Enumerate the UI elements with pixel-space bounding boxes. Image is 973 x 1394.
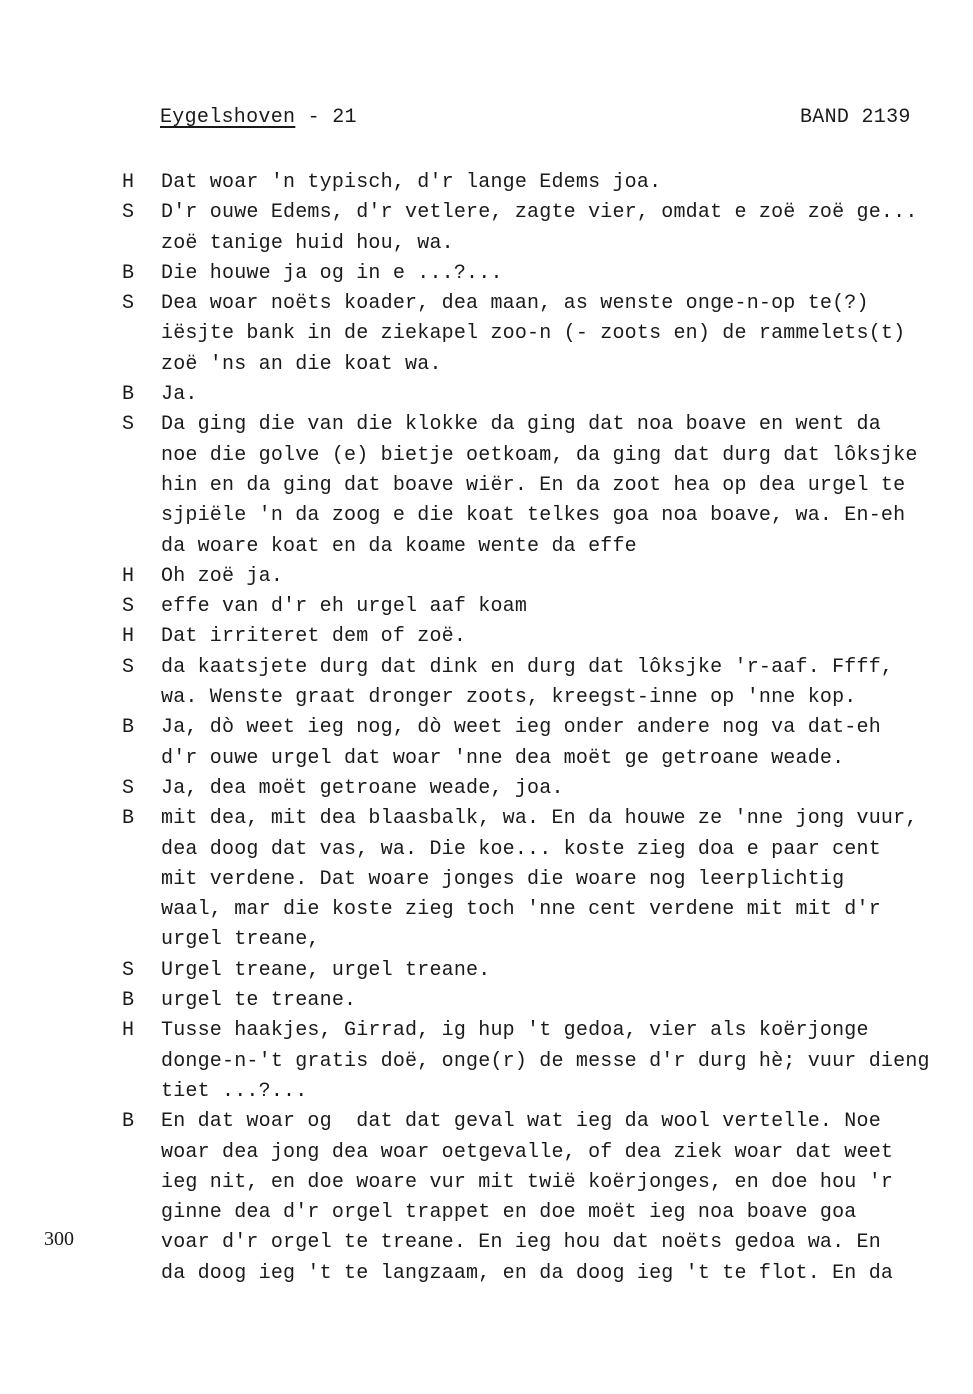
utterance-line: urgel te treane.: [161, 989, 357, 1013]
transcript-entry: [0, 410, 973, 561]
utterance: [161, 713, 973, 774]
utterance-line: ginne dea d'r orgel trappet en doe moët ieg noa boave goa: [161, 1201, 857, 1225]
utterance-line: ieg nit, en doe woare vur mit twië koërjonges, en doe hou 'r: [161, 1170, 894, 1194]
utterance-line: Urgel treane, urgel treane.: [161, 958, 491, 982]
speaker-label: S: [122, 655, 135, 679]
utterance-line: wa. Wenste graat dronger zoots, kreegst-inne op 'nne kop.: [161, 686, 857, 710]
transcript-entry: [0, 956, 973, 986]
utterance-line: iësjte bank in de ziekapel zoo-n (- zoots en) de rammelets(t): [161, 322, 906, 346]
utterance-line: da woare koat en da koame wente da effe: [161, 534, 637, 558]
transcript-entry: [0, 622, 973, 652]
utterance-line: voar d'r orgel te treane. En ieg hou dat noëts gedoa wa. En: [161, 1231, 881, 1255]
utterance-line: Dat woar 'n typisch, d'r lange Edems joa.: [161, 171, 662, 194]
utterance: [161, 653, 973, 714]
utterance-line: Da ging die van die klokke da ging dat noa boave en went da: [161, 413, 881, 437]
utterance-line: Ja.: [161, 383, 198, 407]
utterance-line: Dea woar noëts koader, dea maan, as wenste onge-n-op te(?): [161, 292, 869, 316]
header-title: Eygelshoven: [160, 106, 296, 129]
utterance-line: mit dea, mit dea blaasbalk, wa. En da houwe ze 'nne jong vuur,: [161, 807, 918, 831]
transcript-entry: [0, 592, 973, 622]
utterance: [161, 986, 973, 1016]
utterance: [161, 410, 973, 561]
utterance-line: sjpiële 'n da zoog e die koat telkes goa noa boave, wa. En-eh: [161, 504, 906, 528]
utterance: [161, 1107, 973, 1289]
speaker-label: S: [122, 776, 135, 800]
utterance-line: Ja, dò weet ieg nog, dò weet ieg onder andere nog va dat-eh: [161, 716, 881, 740]
utterance: [161, 380, 973, 410]
utterance-line: En dat woar og dat dat geval wat ieg da wool vertelle. Noe: [161, 1110, 881, 1134]
speaker-label: B: [122, 807, 135, 831]
utterance: [161, 774, 973, 804]
utterance: [161, 259, 973, 289]
utterance-line: d'r ouwe urgel dat woar 'nne dea moët ge getroane weade.: [161, 746, 845, 770]
speaker-label: H: [122, 564, 135, 588]
header-band: BAND 2139: [800, 106, 911, 129]
transcript-entry: [0, 774, 973, 804]
speaker-label: S: [122, 958, 135, 982]
utterance: [161, 1016, 973, 1107]
utterance: [161, 592, 973, 622]
utterance-line: mit verdene. Dat woare jonges die woare nog leerplichtig: [161, 867, 845, 891]
utterance-line: dea doog dat vas, wa. Die koe... koste zieg doa e paar cent: [161, 837, 881, 861]
speaker-label: S: [122, 413, 135, 437]
utterance-line: Ja, dea moët getroane weade, joa.: [161, 776, 564, 800]
utterance-line: woar dea jong dea woar oetgevalle, of dea ziek woar dat weet: [161, 1140, 894, 1164]
transcript-entry: [0, 713, 973, 774]
speaker-label: B: [122, 383, 135, 407]
utterance: [161, 168, 973, 198]
margin-line-number: 300: [44, 1228, 74, 1250]
utterance-line: waal, mar die koste zieg toch 'nne cent verdene mit mit d'r: [161, 898, 881, 922]
utterance-line: hin en da ging dat boave wiër. En da zoot hea op dea urgel te: [161, 473, 906, 497]
utterance-line: effe van d'r eh urgel aaf koam: [161, 595, 528, 619]
utterance: [161, 198, 973, 259]
speaker-label: B: [122, 716, 135, 740]
utterance-line: Tusse haakjes, Girrad, ig hup 't gedoa, vier als koërjonge: [161, 1019, 869, 1043]
speaker-label: B: [122, 261, 135, 285]
utterance-line: da doog ieg 't te langzaam, en da doog ieg 't te flot. En da: [161, 1261, 894, 1285]
utterance-line: da kaatsjete durg dat dink en durg dat lôksjke 'r-aaf. Ffff,: [161, 655, 894, 679]
utterance: [161, 804, 973, 955]
speaker-label: S: [122, 292, 135, 316]
utterance-line: tiet ...?...: [161, 1079, 308, 1103]
utterance-line: urgel treane,: [161, 928, 320, 952]
utterance-line: Die houwe ja og in e ...?...: [161, 261, 503, 285]
transcript-entry: [0, 168, 973, 198]
utterance: [161, 622, 973, 652]
speaker-label: H: [122, 171, 135, 194]
speaker-label: S: [122, 201, 135, 225]
transcript-entry: [0, 1016, 973, 1107]
utterance-line: D'r ouwe Edems, d'r vetlere, zagte vier, omdat e zoë zoë ge...: [161, 201, 918, 225]
header-page-number: - 21: [295, 106, 357, 129]
speaker-label: H: [122, 625, 135, 649]
transcript-entry: [0, 986, 973, 1016]
utterance: [161, 289, 973, 380]
speaker-label: H: [122, 1019, 135, 1043]
transcript-entry: [0, 653, 973, 714]
utterance-line: zoë tanige huid hou, wa.: [161, 231, 454, 255]
utterance-line: zoë 'ns an die koat wa.: [161, 352, 442, 376]
utterance: [161, 562, 973, 592]
header-location: [160, 106, 357, 129]
speaker-label: B: [122, 989, 135, 1013]
transcript-entry: [0, 380, 973, 410]
transcript-body: [0, 168, 973, 1289]
utterance-line: donge-n-'t gratis doë, onge(r) de messe d'r durg hè; vuur dieng: [161, 1049, 930, 1073]
utterance: [161, 956, 973, 986]
transcript-entry: [0, 1107, 973, 1289]
utterance-line: Dat irriteret dem of zoë.: [161, 625, 467, 649]
transcript-entry: [0, 198, 973, 259]
transcript-entry: [0, 289, 973, 380]
transcript-entry: [0, 259, 973, 289]
transcript-entry: [0, 804, 973, 955]
utterance-line: Oh zoë ja.: [161, 564, 284, 588]
utterance-line: noe die golve (e) bietje oetkoam, da ging dat durg dat lôksjke: [161, 443, 918, 467]
speaker-label: B: [122, 1110, 135, 1134]
speaker-label: S: [122, 595, 135, 619]
transcript-entry: [0, 562, 973, 592]
